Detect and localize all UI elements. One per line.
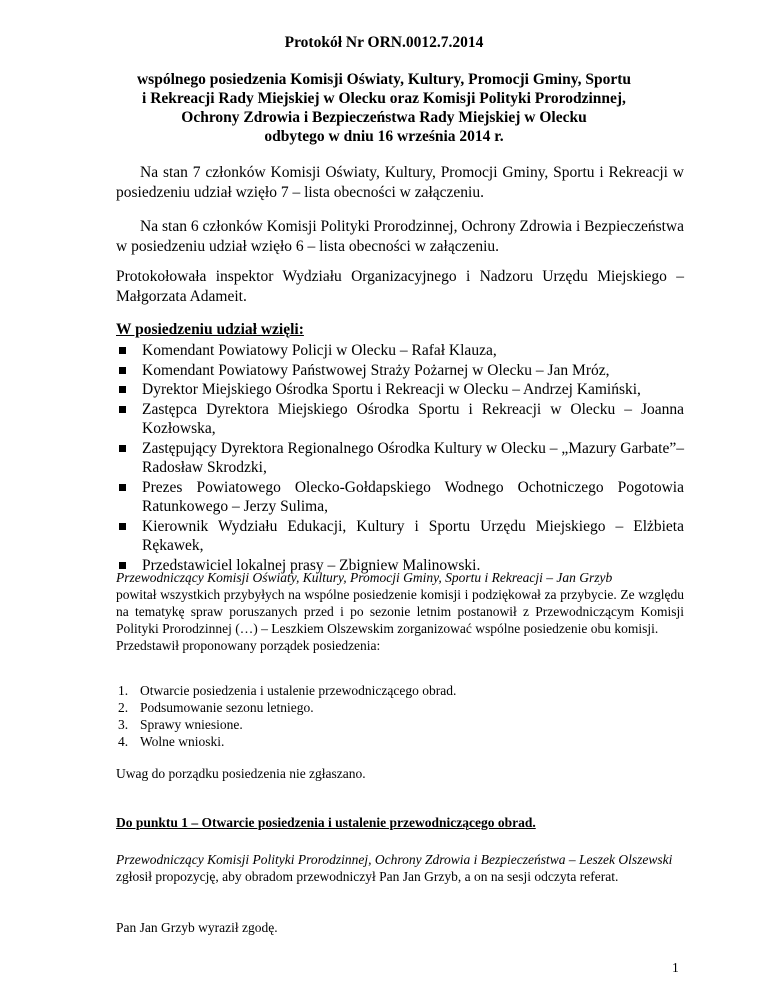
chairman-welcome-paragraph <box>116 569 684 654</box>
square-bullet-icon <box>119 347 126 354</box>
square-bullet-icon <box>119 386 126 393</box>
document-title: Protokół Nr ORN.0012.7.2014 <box>284 34 484 51</box>
square-bullet-icon <box>119 523 126 530</box>
section-1-heading: Do punktu 1 – Otwarcie posiedzenia i ustalenie przewodniczącego obrad. <box>116 815 536 830</box>
list-item: Przedstawiciel lokalnej prasy – Zbigniew Malinowski. <box>116 556 684 576</box>
square-bullet-icon <box>119 445 126 452</box>
list-item: Zastępca Dyrektora Miejskiego Ośrodka Sportu i Rekreacji w Olecku – Joanna Kozłowska, <box>116 400 684 439</box>
list-item: Komendant Powiatowy Państwowej Straży Pożarnej w Olecku – Jan Mróz, <box>116 361 684 381</box>
list-item: 4. Wolne wnioski. <box>118 734 225 749</box>
attendance-paragraph-commission-1: Na stan 7 członków Komisji Oświaty, Kultury, Promocji Gminy, Sportu i Rekreacji w posiedzeniu udział wzięło 7 – lista obecności w załączeniu. <box>116 164 684 201</box>
attendance-heading: W posiedzeniu udział wzięli: <box>116 321 304 338</box>
list-item: Kierownik Wydziału Edukacji, Kultury i Sportu Urzędu Miejskiego – Elżbieta Rękawek, <box>116 517 684 556</box>
subtitle-line: Ochrony Zdrowia i Bezpieczeństwa Rady Miejskiej w Olecku <box>181 109 587 126</box>
consent-paragraph: Pan Jan Grzyb wyraził zgodę. <box>116 920 278 935</box>
proposal-paragraph <box>116 851 684 885</box>
agenda-list <box>116 682 456 750</box>
square-bullet-icon <box>119 367 126 374</box>
list-item: 1. Otwarcie posiedzenia i ustalenie przewodniczącego obrad. <box>118 683 457 698</box>
square-bullet-icon <box>119 562 126 569</box>
agenda-intro: Przedstawił proponowany porządek posiedzenia: <box>116 638 381 653</box>
square-bullet-icon <box>119 406 126 413</box>
subtitle-line: wspólnego posiedzenia Komisji Oświaty, Kultury, Promocji Gminy, Sportu <box>136 71 632 88</box>
speaker-text: zgłosił propozycję, aby obradom przewodniczył Pan Jan Grzyb, a on na sesji odczyta referat. <box>116 869 619 884</box>
speaker-name: Przewodniczący Komisji Oświaty, Kultury, Promocji Gminy, Sportu i Rekreacji – Jan Grzyb <box>116 570 613 585</box>
list-item: Zastępujący Dyrektora Regionalnego Ośrodka Kultury w Olecku – „Mazury Garbate”– Radosław Skrodzki, <box>116 439 684 478</box>
list-item: 3. Sprawy wniesione. <box>118 717 243 732</box>
minutes-taker-paragraph: Protokołowała inspektor Wydziału Organizacyjnego i Nadzoru Urzędu Miejskiego – Małgorzata Adameit. <box>116 268 684 305</box>
attendance-paragraph-commission-2: Na stan 6 członków Komisji Polityki Prorodzinnej, Ochrony Zdrowia i Bezpieczeństwa w posiedzeniu udział wzięło 6 – lista obecności w załączeniu. <box>116 218 684 255</box>
list-item: Komendant Powiatowy Policji w Olecku – Rafał Klauza, <box>116 341 684 361</box>
subtitle-line: odbytego w dniu 16 września 2014 r. <box>264 128 504 145</box>
subtitle-line: i Rekreacji Rady Miejskiej w Olecku oraz Komisji Polityki Prorodzinnej, <box>142 90 626 107</box>
speaker-text: powitał wszystkich przybyłych na wspólne posiedzenie komisji i podziękował za przybycie. Ze względu na tematykę spraw poruszanych przed i po sezonie letnim postanowił z Przewodniczącym Komisji Polityki Prorodzinnej (…) – Leszkiem Olszewskim zorganizować wspólne posiedzenie obu komisji. <box>116 587 684 636</box>
no-remarks-paragraph: Uwag do porządku posiedzenia nie zgłaszano. <box>116 766 366 781</box>
attendee-list <box>116 341 684 575</box>
document-subtitle <box>100 70 668 146</box>
page-number: 1 <box>672 960 679 975</box>
speaker-name: Przewodniczący Komisji Polityki Prorodzinnej, Ochrony Zdrowia i Bezpieczeństwa – Leszek Olszewski <box>116 852 673 867</box>
list-item: Prezes Powiatowego Olecko-Gołdapskiego Wodnego Ochotniczego Pogotowia Ratunkowego – Jerzy Sulima, <box>116 478 684 517</box>
list-item: 2. Podsumowanie sezonu letniego. <box>118 700 314 715</box>
square-bullet-icon <box>119 484 126 491</box>
list-item: Dyrektor Miejskiego Ośrodka Sportu i Rekreacji w Olecku – Andrzej Kamiński, <box>116 380 684 400</box>
